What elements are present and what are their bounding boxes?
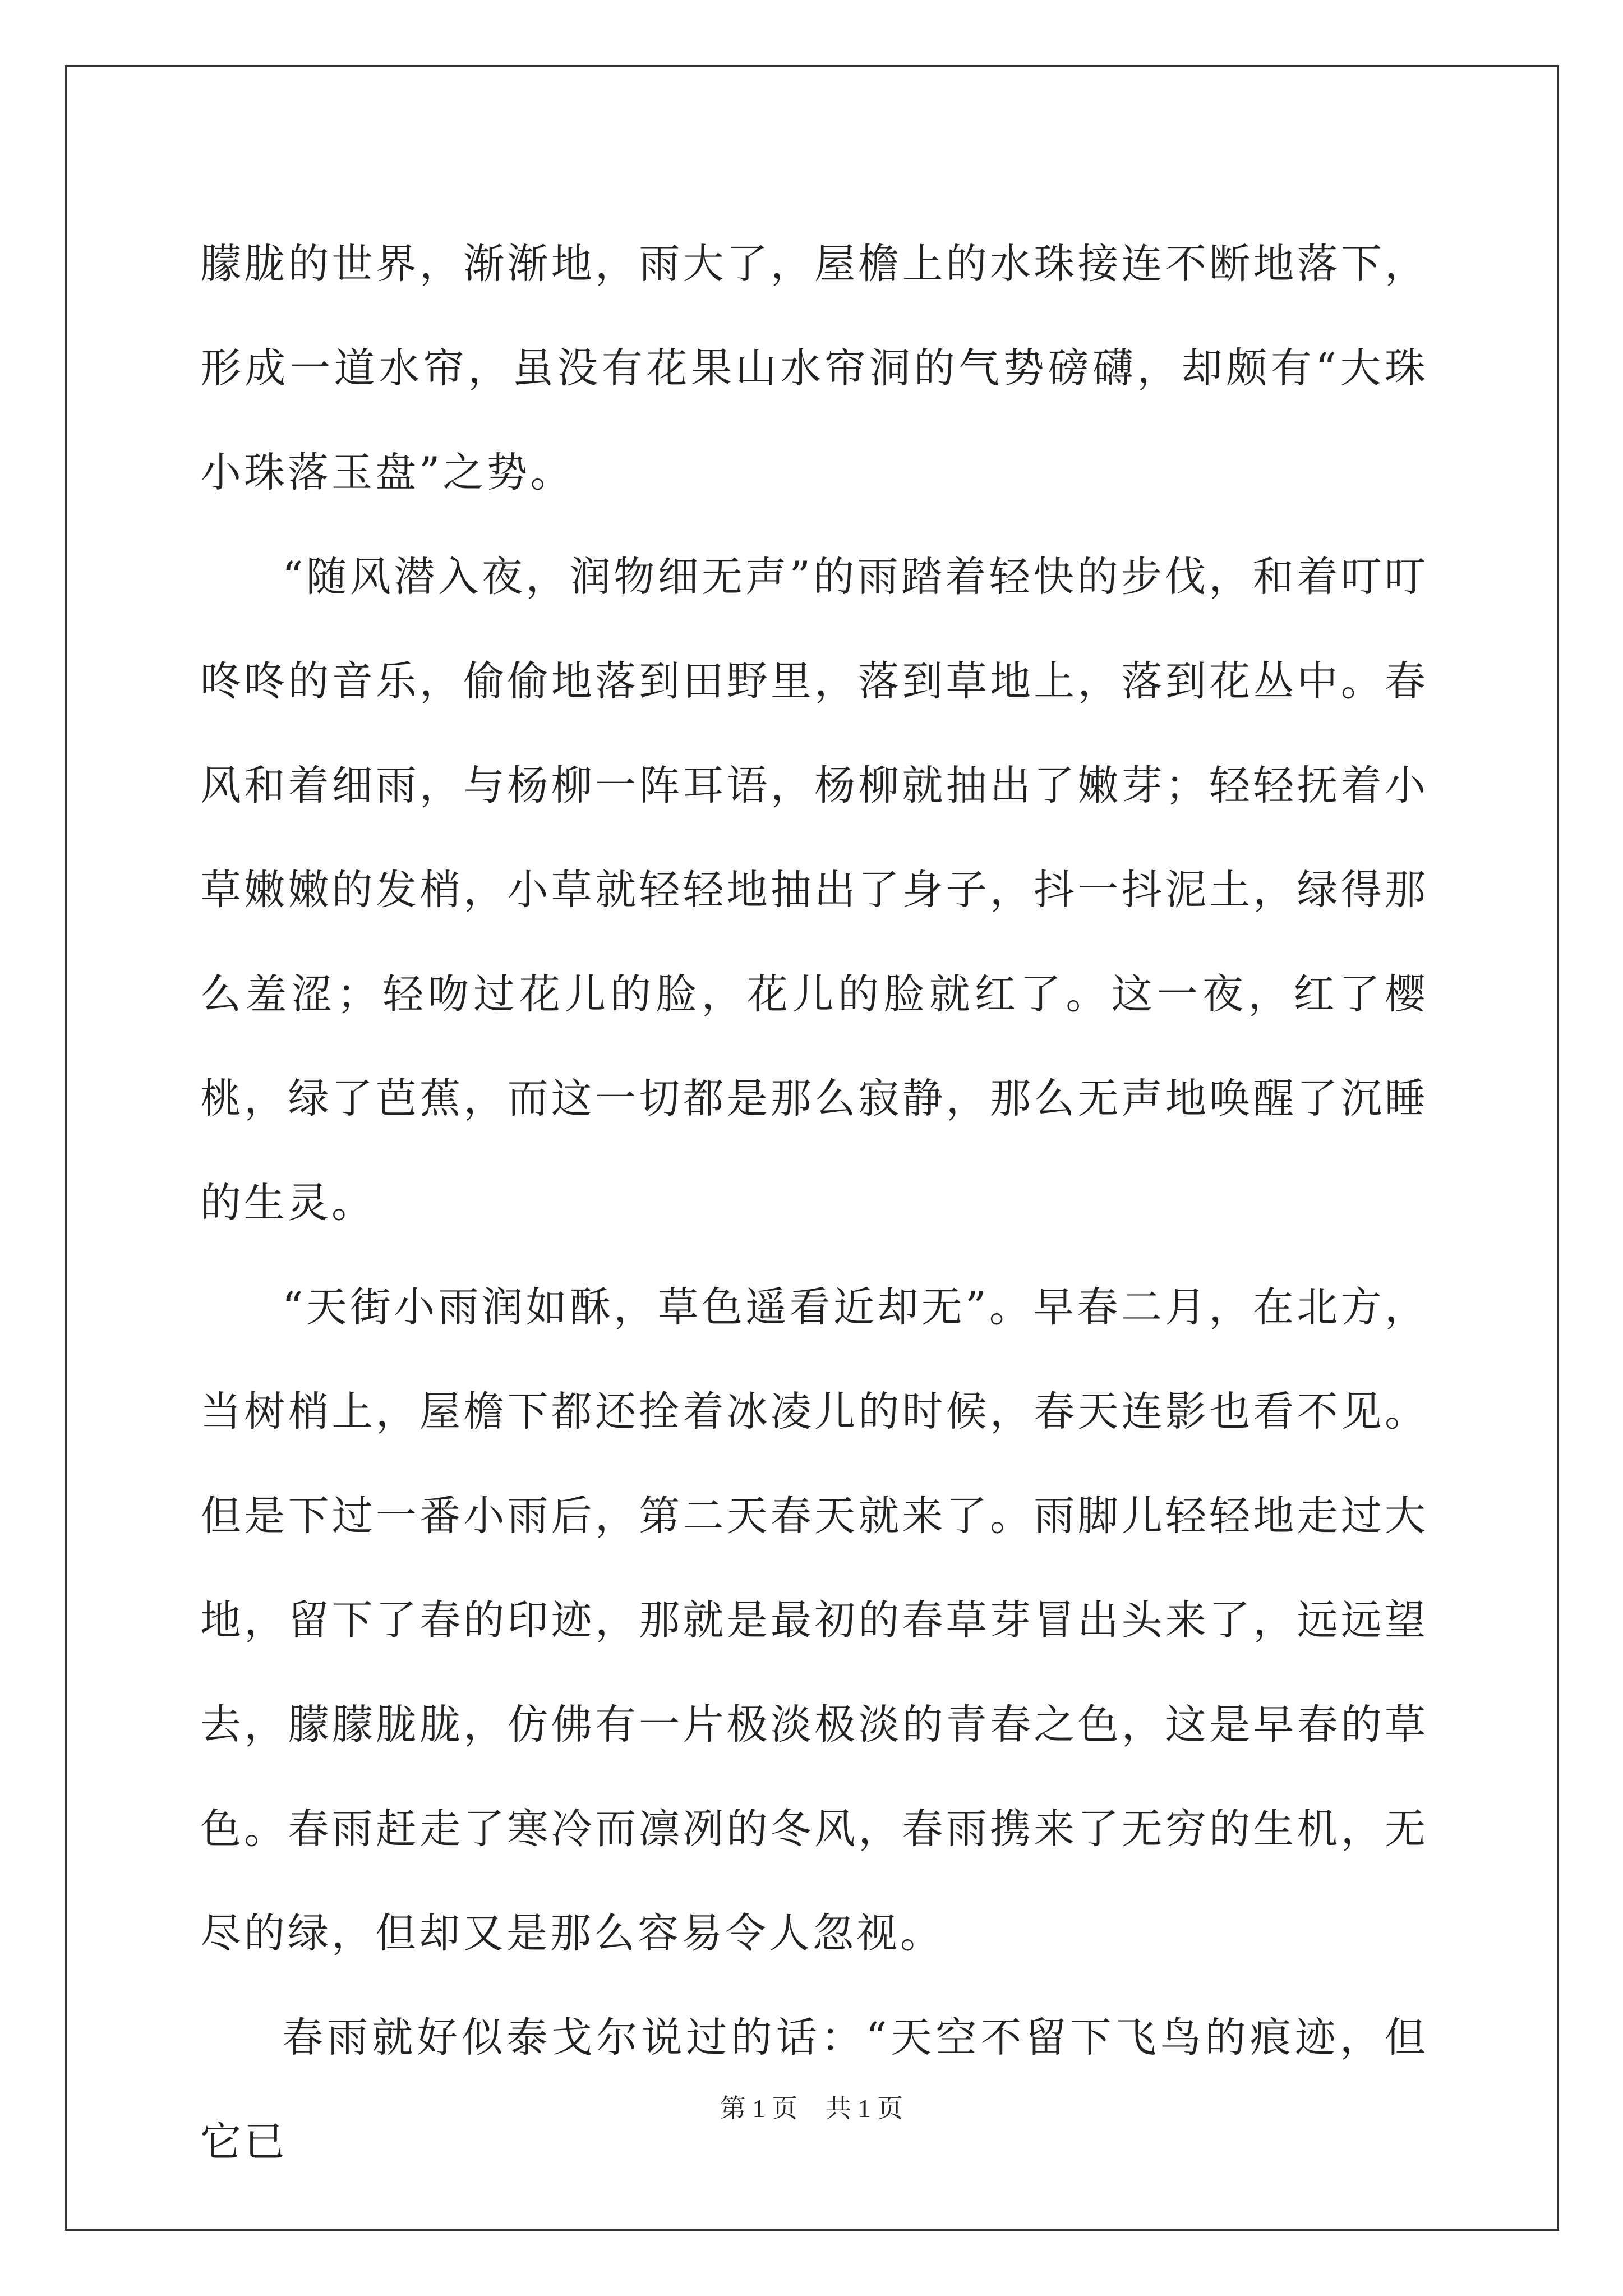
paragraph-3: “天街小雨润如酥，草色遥看近却无”。早春二月，在北方，当树梢上，屋檐下都还拴着冰凌儿的时候，春天连影也看不见。但是下过一番小雨后，第二天春天就来了。雨脚儿轻轻地走过大地，留下了春的印迹，那就是最初的春草芽冒出头来了，远远望去，朦朦胧胧，仿佛有一片极淡极淡的青春之色，这是早春的草色。春雨赶走了寒冷而凛冽的冬风，春雨携来了无穷的生机，无尽的绿，但却又是那么容易令人忽视。: [200, 1283, 1428, 1957]
page-number: 第 1 页: [720, 2094, 797, 2123]
page-footer: [0, 2088, 1623, 2125]
page-total: 共 1 页: [826, 2094, 903, 2123]
paragraph-4: 春雨就好似泰戈尔说过的话：“天空不留下飞鸟的痕迹，但它已: [200, 2014, 1428, 2166]
document-body: [200, 212, 1428, 2194]
paragraph-1: 朦胧的世界，渐渐地，雨大了，屋檐上的水珠接连不断地落下，形成一道水帘，虽没有花果山水帘洞的气势磅礴，却颇有“大珠小珠落玉盘”之势。: [200, 240, 1428, 496]
paragraph-2: “随风潜入夜，润物细无声”的雨踏着轻快的步伐，和着叮叮咚咚的音乐，偷偷地落到田野里，落到草地上，落到花丛中。春风和着细雨，与杨柳一阵耳语，杨柳就抽出了嫩芽；轻轻抚着小草嫩嫩的发梢，小草就轻轻地抽出了身子，抖一抖泥土，绿得那么羞涩；轻吻过花儿的脸，花儿的脸就红了。这一夜，红了樱桃，绿了芭蕉，而这一切都是那么寂静，那么无声地唤醒了沉睡的生灵。: [200, 553, 1428, 1227]
